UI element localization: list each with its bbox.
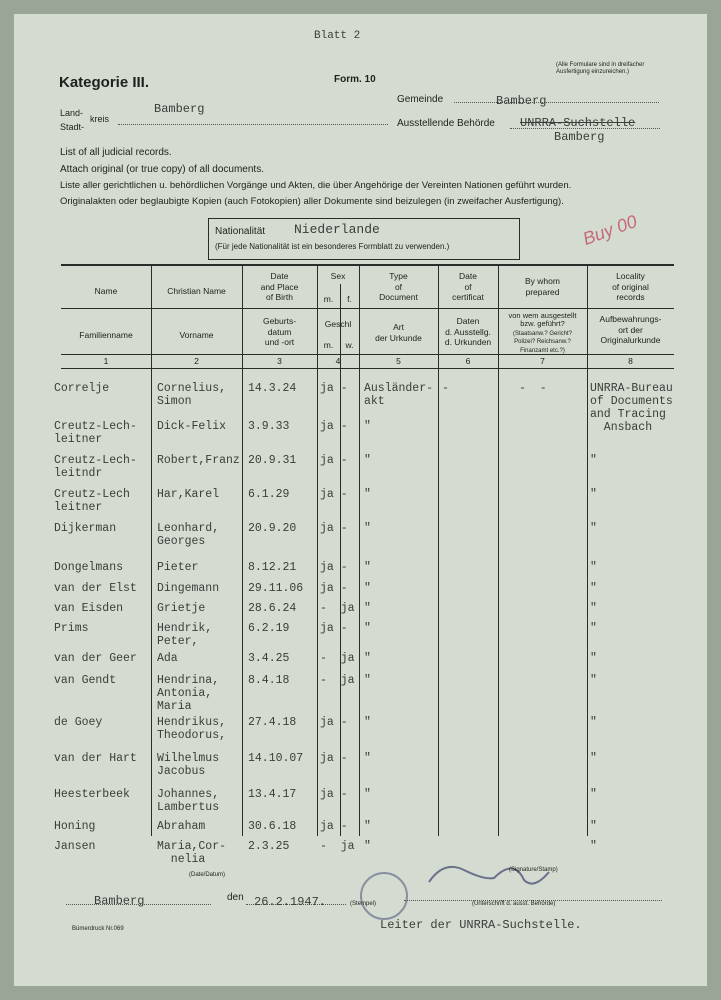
table-cell-name: van der Elst (54, 582, 137, 595)
instruction-3: Liste aller gerichtlichen u. behördlichen Vorgänge und Akten, die über Angehörige der Vereinten Nationen geführt wurden. (60, 180, 572, 191)
table-cell-type: " (364, 716, 371, 729)
table-cell-type: " (364, 840, 371, 853)
header-art: Art der Urkunde (375, 322, 422, 343)
table-cell-loc: " (590, 820, 597, 833)
table-cell-first: Grietje (157, 602, 206, 615)
table-cell-type: " (364, 622, 371, 635)
official-stamp (360, 872, 408, 920)
table-cell-loc: " (590, 602, 597, 615)
table-cell-first: Pieter (157, 561, 199, 574)
table-cell-cert: - (442, 382, 449, 395)
table-cell-name: van Eisden (54, 602, 124, 615)
table-cell-first: Dick-Felix (157, 420, 227, 433)
footer-den: den (227, 892, 244, 903)
footer-date: 26.2.1947. (254, 895, 327, 909)
table-cell-sex: ja - (320, 752, 348, 765)
table-cell-first: Hendrik, Peter, (157, 622, 213, 648)
document-sheet (14, 14, 707, 986)
table-cell-sex: - ja (320, 674, 355, 687)
behoerde-label: Ausstellende Behörde (397, 118, 495, 129)
table-cell-type: " (364, 454, 371, 467)
header-geburt: Geburts- datum und -ort (262, 316, 297, 348)
table-cell-loc: " (590, 840, 597, 853)
footer-unterschrift: (Unterschrift d. ausst. Behörde) (472, 901, 556, 907)
table-cell-loc: " (590, 622, 597, 635)
col-number: 3 (277, 356, 282, 366)
table-cell-sex: ja - (320, 420, 348, 433)
table-cell-first: Leonhard, Georges (157, 522, 220, 548)
table-cell-date: 30.6.18 (248, 820, 297, 833)
header-daten: Daten d. Ausstellg. d. Urkunden (444, 316, 492, 348)
table-cell-sex: - ja (320, 602, 355, 615)
table-cell-loc: " (590, 788, 597, 801)
table-cell-sex: ja - (320, 788, 348, 801)
table-cell-type: " (364, 788, 371, 801)
instruction-4: Originalakten oder beglaubigte Kopien (auch Fotokopien) aller Dokumente sind beizulegen (in zweifacher Ausfertigung). (60, 196, 564, 207)
table-cell-name: van der Hart (54, 752, 137, 765)
table-cell-sex: ja - (320, 820, 348, 833)
table-cell-date: 2.3.25 (248, 840, 290, 853)
table-cell-date: 13.4.17 (248, 788, 297, 801)
table-cell-date: 14.10.07 (248, 752, 304, 765)
table-cell-name: Jansen (54, 840, 96, 853)
table-cell-type: " (364, 561, 371, 574)
table-cell-loc: UNRRA-Bureau of Documents and Tracing Ansbach (590, 382, 673, 434)
table-cell-name: Dongelmans (54, 561, 124, 574)
table-cell-name: van Gendt (54, 674, 117, 687)
table-cell-date: 6.2.19 (248, 622, 290, 635)
table-cell-date: 3.4.25 (248, 652, 290, 665)
table-top-line (61, 264, 674, 266)
col-number: 1 (103, 356, 109, 366)
header-sex-f: f. (347, 294, 352, 304)
col-line (317, 266, 318, 836)
blatt-number: Blatt 2 (314, 30, 361, 42)
table-cell-sex: ja - (320, 522, 348, 535)
gemeinde-field (454, 100, 659, 103)
table-cell-name: Dijkerman (54, 522, 117, 535)
table-cell-date: 28.6.24 (248, 602, 297, 615)
table-cell-whom: - - (519, 382, 547, 395)
table-cell-loc: " (590, 454, 597, 467)
kreis-label: kreis (90, 114, 110, 124)
header-vorname: Vorname (179, 330, 214, 340)
land-label: Land- (60, 108, 84, 118)
instruction-1: List of all judicial records. (60, 147, 172, 158)
col-line (359, 266, 360, 836)
table-cell-date: 3.9.33 (248, 420, 290, 433)
table-cell-date: 20.9.31 (248, 454, 297, 467)
header-familienname: Familienname (79, 330, 133, 340)
table-cell-type: " (364, 752, 371, 765)
nationality-note: (Für jede Nationalität ist ein besonderes Formblatt zu verwenden.) (215, 242, 450, 251)
table-cell-first: Hendrikus, Theodorus, (157, 716, 227, 742)
pencil-note: Buy 00 (580, 211, 640, 250)
table-cell-date: 29.11.06 (248, 582, 304, 595)
header-von-wem: von wem ausgestellt bzw. geführt? (Staatsanw.? Gericht? Polizei? Reichsanw.? Finanzamt etc.?) (508, 311, 577, 354)
table-cell-name: Honing (54, 820, 96, 833)
table-cell-date: 27.4.18 (248, 716, 297, 729)
header-sex-m2: m. (323, 340, 334, 350)
table-cell-type: " (364, 488, 371, 501)
header-locality: Locality of original records (612, 271, 649, 303)
table-cell-date: 8.12.21 (248, 561, 297, 574)
gemeinde-label: Gemeinde (397, 94, 444, 105)
header-date: Date and Place of Birth (260, 271, 299, 303)
table-cell-sex: ja - (320, 382, 348, 395)
table-cell-name: Creutz-Lech- leitndr (54, 454, 137, 480)
footer-stamp-label: (Stempel) (350, 901, 377, 907)
header-sex-w: w. (345, 340, 354, 350)
table-cell-first: Abraham (157, 820, 206, 833)
footer-place: Bamberg (94, 894, 145, 908)
table-cell-type: " (364, 420, 371, 433)
table-cell-first: Maria,Cor- nelia (157, 840, 227, 866)
nationality-value: Niederlande (294, 222, 380, 237)
form-note-2: Ausfertigung einzureichen.) (556, 69, 630, 75)
table-cell-first: Cornelius, Simon (157, 382, 227, 408)
table-cell-first: Ada (157, 652, 178, 665)
table-cell-loc: " (590, 674, 597, 687)
header-type: Type of Document (379, 271, 418, 303)
table-cell-first: Hendrina, Antonia, Maria (157, 674, 220, 713)
table-cell-sex: ja - (320, 716, 348, 729)
footer-date-label: (Date/Datum) (189, 872, 226, 878)
kategorie-title: Kategorie III. (59, 74, 150, 91)
table-cell-type: " (364, 652, 371, 665)
col-line (151, 266, 152, 836)
col-line (587, 266, 588, 836)
table-cell-type: " (364, 602, 371, 615)
form-note-1: (Alle Formulare sind in dreifacher (556, 62, 645, 68)
footer-printer: Bümerdruck Nr.069 (72, 926, 124, 932)
col-number: 8 (628, 356, 633, 366)
table-cell-first: Robert,Franz (157, 454, 240, 467)
header-name: Name (94, 286, 118, 296)
table-cell-sex: ja - (320, 582, 348, 595)
table-cell-date: 20.9.20 (248, 522, 297, 535)
table-cell-sex: ja - (320, 488, 348, 501)
table-cell-type: " (364, 820, 371, 833)
table-line-2 (61, 308, 674, 309)
table-cell-name: Creutz-Lech- leitner (54, 420, 137, 446)
table-cell-loc: " (590, 582, 597, 595)
header-christian: Christian Name (167, 286, 226, 296)
table-cell-date: 14.3.24 (248, 382, 297, 395)
header-geschl: Geschl (324, 319, 352, 329)
form-number: Form. 10 (334, 74, 376, 85)
table-cell-name: Creutz-Lech leitner (54, 488, 130, 514)
header-sex-m: m. (323, 294, 334, 304)
table-cell-date: 6.1.29 (248, 488, 290, 501)
kreis-field (118, 120, 388, 125)
header-sex: Sex (330, 271, 346, 281)
table-cell-sex: - ja (320, 652, 355, 665)
gemeinde-value: Bamberg (496, 94, 547, 108)
table-cell-loc: " (590, 522, 597, 535)
behoerde-value-1: UNRRA-Suchstelle (520, 116, 636, 130)
behoerde-value-2: Bamberg (554, 130, 605, 144)
table-cell-name: Prims (54, 622, 89, 635)
signature (424, 850, 554, 898)
table-cell-first: Johannes, Lambertus (157, 788, 220, 814)
table-cell-loc: " (590, 561, 597, 574)
table-cell-first: Har,Karel (157, 488, 220, 501)
instruction-2: Attach original (or true copy) of all documents. (60, 164, 264, 175)
header-cert: Date of certificat (452, 271, 484, 303)
table-cell-loc: " (590, 488, 597, 501)
table-line-4 (61, 368, 674, 369)
table-cell-loc: " (590, 716, 597, 729)
table-cell-sex: ja - (320, 622, 348, 635)
col-number: 5 (396, 356, 401, 366)
table-cell-sex: ja - (320, 561, 348, 574)
col-number: 7 (540, 356, 545, 366)
table-cell-name: Correlje (54, 382, 110, 395)
kreis-value: Bamberg (154, 102, 205, 116)
footer-signature-label: (Signature/Stamp) (509, 867, 558, 873)
col-line (242, 266, 243, 836)
table-cell-name: de Goey (54, 716, 103, 729)
footer-signed-by: Leiter der UNRRA-Suchstelle. (380, 918, 582, 932)
table-cell-sex: ja - (320, 454, 348, 467)
table-cell-type: " (364, 582, 371, 595)
table-cell-type: Ausländer- akt (364, 382, 434, 408)
header-aufbewahrung: Aufbewahrungs- ort der Originalurkunde (599, 314, 662, 346)
col-number: 4 (335, 356, 341, 366)
table-cell-sex: - ja (320, 840, 355, 853)
col-number: 2 (194, 356, 199, 366)
table-cell-first: Dingemann (157, 582, 220, 595)
table-cell-name: Heesterbeek (54, 788, 130, 801)
col-line (438, 266, 439, 836)
table-cell-loc: " (590, 652, 597, 665)
table-cell-name: van der Geer (54, 652, 137, 665)
header-whom: By whom prepared (525, 276, 560, 297)
stadt-label: Stadt- (60, 122, 85, 132)
table-cell-loc: " (590, 752, 597, 765)
table-cell-date: 8.4.18 (248, 674, 290, 687)
table-cell-type: " (364, 522, 371, 535)
col-number: 6 (465, 356, 471, 366)
table-cell-first: Wilhelmus Jacobus (157, 752, 220, 778)
table-cell-type: " (364, 674, 371, 687)
nationality-label: Nationalität (215, 226, 266, 237)
